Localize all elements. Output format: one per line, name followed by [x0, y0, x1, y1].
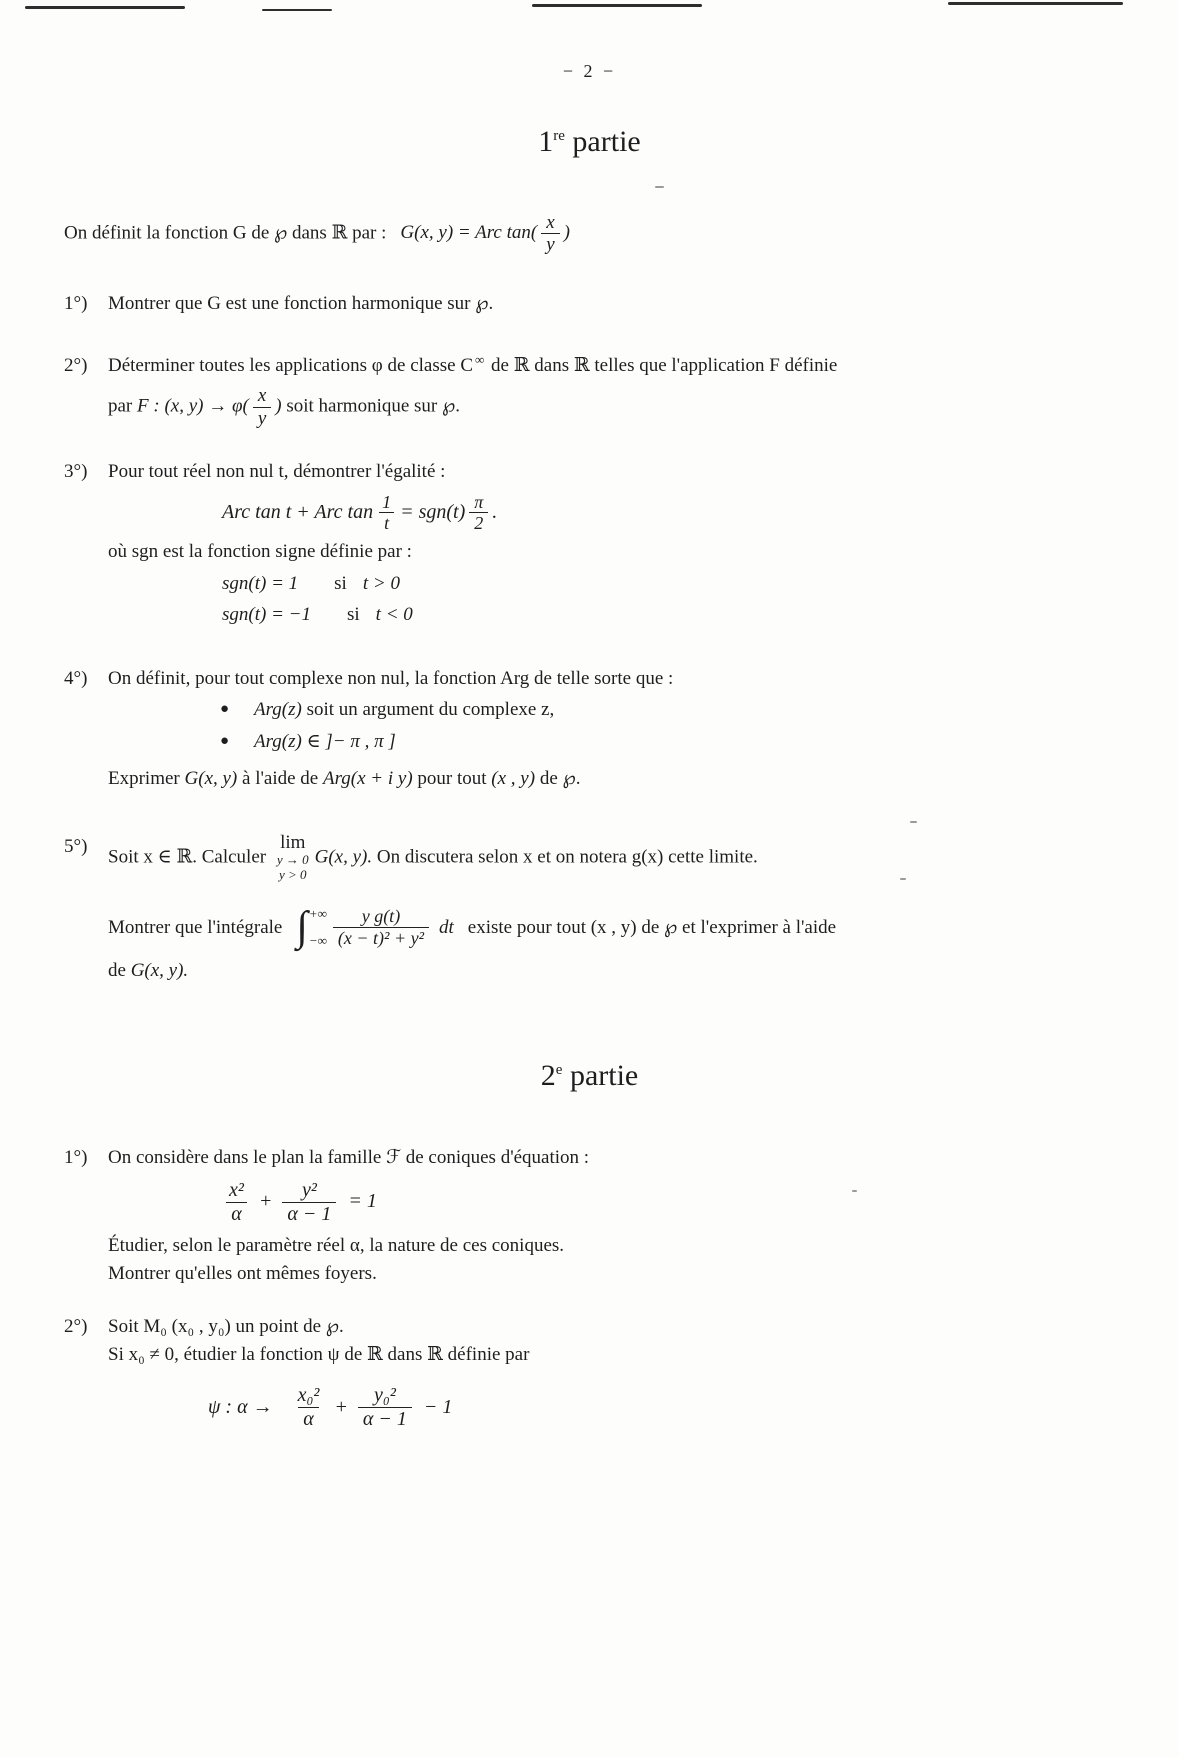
- scan-speck: [655, 186, 664, 188]
- bullet-1-math: Arg(z): [254, 699, 302, 721]
- equals-one: = 1: [348, 1190, 377, 1213]
- part2-title: [0, 1054, 1179, 1098]
- case-condition: t > 0: [362, 572, 400, 594]
- fraction-x-over-y: $\frac{x}{y}$: [253, 385, 271, 430]
- integral-upper-bound: +∞: [308, 905, 327, 921]
- question-2-line2: [108, 385, 1123, 430]
- part1-title-word: partie: [564, 125, 641, 159]
- fraction-1-over-t: $\frac{1}{t}$: [377, 492, 396, 534]
- p2q2-line2: Si x₀ ≠ 0, étudier la fonction ψ de ℝ dans ℝ définie par: [108, 1343, 530, 1365]
- question-2-label: 2°): [64, 354, 88, 376]
- fraction-x02-over-alpha: $\frac{\text{x₀²}}{\alpha}$: [297, 1384, 320, 1431]
- bullet-2-math: Arg(z) ∈ ]− π , π ]: [254, 730, 396, 752]
- equation-period: .: [492, 500, 498, 523]
- question-1: [64, 290, 1123, 318]
- part1-title: [0, 120, 1179, 164]
- p2q1-line3: Montrer qu'elles ont mêmes foyers.: [108, 1262, 377, 1284]
- question-5-label: 5°): [64, 835, 88, 857]
- bullet-item-1: [220, 696, 1123, 724]
- q4-text-2: pour tout: [412, 768, 492, 790]
- question-4-label: 4°): [64, 667, 88, 689]
- question-2-rest: soit harmonique sur ℘.: [281, 396, 460, 418]
- part2-title-word: partie: [562, 1059, 639, 1093]
- lim-word: lim: [280, 831, 306, 853]
- integral-post-text: existe pour tout (x , y) de ℘ et l'exprimer à l'aide: [467, 916, 837, 938]
- q4-math-1: G(x, y): [184, 768, 238, 790]
- bullet-item-2: [220, 728, 1123, 756]
- bullet-icon: ●: [220, 701, 230, 718]
- question-2: [64, 352, 1123, 430]
- p2q1-line2: Étudier, selon le paramètre réel α, la nature de ces coniques.: [108, 1235, 565, 1257]
- intro-formula: [400, 211, 570, 256]
- scan-artifact: [948, 2, 1123, 5]
- case-negative: [222, 601, 1123, 629]
- intro-text: On définit la fonction G de ℘ dans ℝ par :: [64, 222, 387, 244]
- p2q1-line1: On considère dans le plan la famille ℱ de coniques d'équation :: [108, 1146, 590, 1168]
- question-3-line1: Pour tout réel non nul t, démontrer l'égalité :: [108, 461, 446, 483]
- case-word: si: [346, 604, 360, 626]
- scan-speck: [900, 878, 906, 880]
- question-2-word: par: [108, 396, 138, 418]
- question-2-line1: [108, 352, 1123, 380]
- q5-pre: Soit x ∈ ℝ. Calculer: [108, 846, 271, 868]
- fraction-pi-over-2: $\frac{\pi}{2}$: [469, 492, 488, 534]
- question-2-text-a: Déterminer toutes les applications φ de classe C: [108, 354, 473, 376]
- formula-rhs: ): [563, 222, 570, 244]
- scan-artifact: [532, 4, 702, 7]
- case-word: si: [334, 572, 347, 594]
- part2-question-2-label: 2°): [64, 1316, 88, 1338]
- equation-lhs: Arc tan t + Arc tan: [222, 500, 374, 523]
- psi-map-arrow: ψ : α →: [208, 1396, 273, 1419]
- q4-pre: Exprimer: [108, 768, 185, 790]
- intro-line: [64, 212, 1123, 257]
- formula-lhs: G(x, y) = Arc tan(: [400, 222, 538, 244]
- fraction-x-over-y: $\frac{x}{y}$: [541, 212, 559, 257]
- case-lhs: sgn(t) = 1: [222, 572, 299, 594]
- scan-speck: [910, 821, 917, 823]
- q4-text-1: à l'aide de: [237, 768, 323, 790]
- case-condition: t < 0: [375, 604, 413, 626]
- fraction-y2-over-alpha-minus-1: $\frac{\text{y²}}{\alpha - 1}$: [282, 1179, 336, 1226]
- part2-title-superscript: e: [555, 1062, 563, 1079]
- question-3-line2: où sgn est la fonction signe définie par :: [108, 540, 412, 562]
- q5-last-math: G(x, y).: [130, 959, 189, 981]
- fraction-y02-over-alpha-minus-1: $\frac{\text{y₀²}}{\alpha - 1}$: [358, 1384, 412, 1431]
- integral-lower-bound: −∞: [308, 932, 327, 948]
- part2-question-1-label: 1°): [64, 1146, 88, 1168]
- integrand-fraction: $\frac{\text{y g(t)}}{\text{(x − t)² + y²}}$: [333, 906, 429, 948]
- bullet-icon: ●: [220, 732, 230, 749]
- question-3-label: 3°): [64, 461, 88, 483]
- bullet-1-text: soit un argument du complexe z,: [301, 699, 555, 721]
- q5-last-word: de: [108, 959, 131, 981]
- lim-subscript-1: y → 0: [276, 851, 309, 867]
- part1-title-number: 1: [538, 125, 554, 159]
- integral-line: [108, 905, 1123, 951]
- q4-math-3: (x , y): [491, 768, 536, 790]
- question-5: [64, 833, 1123, 984]
- question-2-math: F : (x, y) → φ(: [137, 396, 249, 418]
- question-5-line1: [108, 833, 1123, 883]
- psi-function-equation: [208, 1384, 1123, 1431]
- q4-text-3: de ℘.: [535, 768, 581, 790]
- equation-mid: = sgn(t): [400, 500, 466, 523]
- scan-artifact: [25, 6, 185, 9]
- integral-sign: ∫: [296, 903, 308, 950]
- conic-equation: [220, 1179, 1123, 1226]
- differential-dt: dt: [438, 916, 454, 938]
- question-2-text-b: de ℝ dans ℝ telles que l'application F définie: [486, 354, 838, 376]
- question-5-last-line: [108, 957, 1123, 985]
- question-3: [64, 458, 1123, 629]
- page-number: − 2 −: [562, 61, 617, 81]
- sign-function-cases: [222, 570, 1123, 629]
- part2-question-2: [64, 1313, 1123, 1431]
- lim-argument: G(x, y).: [314, 846, 373, 868]
- limit-notation: [277, 833, 309, 883]
- integral-pre-text: Montrer que l'intégrale: [108, 916, 283, 938]
- p2q2-line1: Soit M₀ (x₀ , y₀) un point de ℘.: [108, 1316, 344, 1338]
- scan-speck: [852, 1190, 857, 1192]
- case-lhs: sgn(t) = −1: [222, 604, 311, 626]
- plus-sign: +: [258, 1190, 273, 1213]
- question-2-close-paren: ): [275, 396, 282, 418]
- question-1-text: Montrer que G est une fonction harmonique sur ℘.: [108, 293, 494, 315]
- lim-subscript-2: y > 0: [278, 866, 307, 882]
- plus-sign: +: [334, 1396, 348, 1419]
- infinity-superscript: ∞: [475, 351, 485, 367]
- question-4-line2: [108, 765, 1123, 793]
- part1-title-superscript: re: [553, 128, 565, 145]
- question-4-line1: On définit, pour tout complexe non nul, la fonction Arg de telle sorte que :: [108, 667, 674, 689]
- part2-question-1: [64, 1144, 1123, 1288]
- minus-one: − 1: [423, 1396, 453, 1419]
- q4-math-2: Arg(x + i y): [322, 768, 413, 790]
- case-positive: [222, 570, 1123, 598]
- integral-symbol: [296, 905, 327, 951]
- scan-artifact: [262, 9, 332, 11]
- part2-title-number: 2: [540, 1059, 556, 1093]
- q5-post: On discutera selon x et on notera g(x) cette limite.: [372, 846, 758, 868]
- question-1-label: 1°): [64, 293, 88, 315]
- fraction-x2-over-alpha: $\frac{\text{x²}}{\alpha}$: [224, 1179, 249, 1226]
- arctan-identity-equation: [222, 492, 1123, 534]
- question-4: [64, 665, 1123, 793]
